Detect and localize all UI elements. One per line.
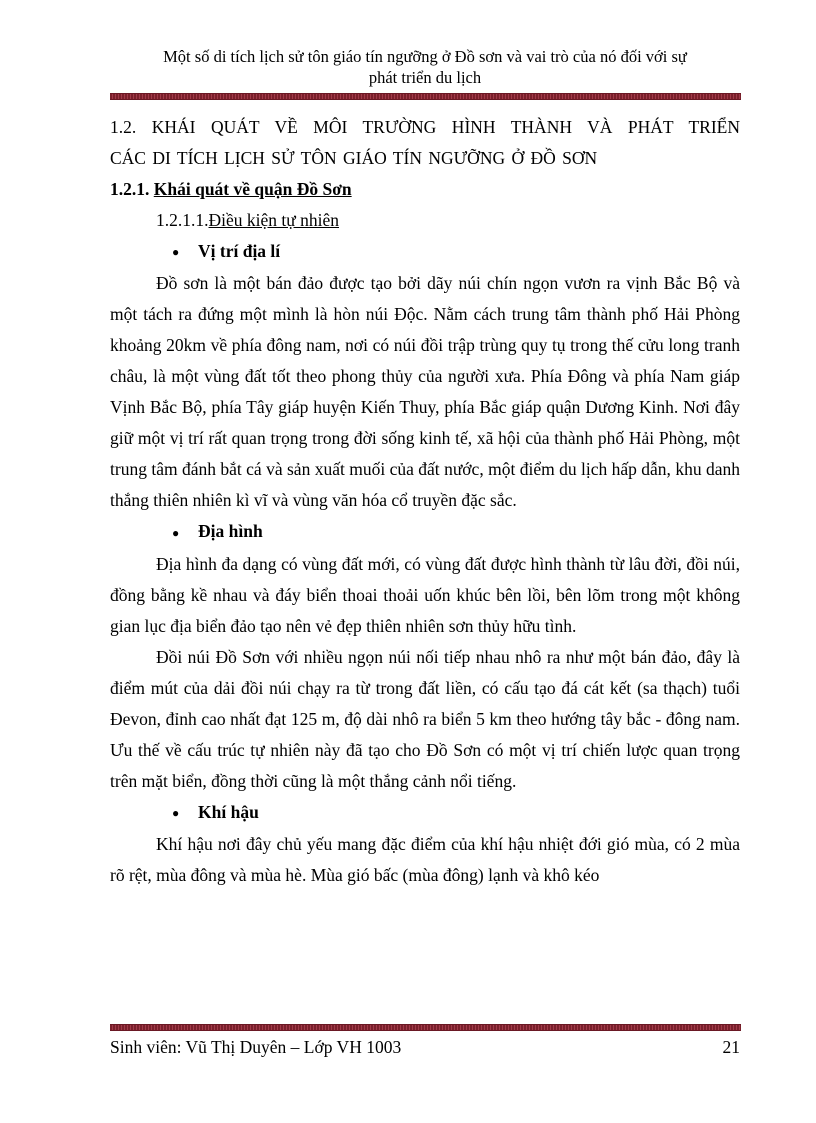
- header-title-line1: Một số di tích lịch sử tôn giáo tín ngưỡng ở Đồ sơn và vai trò của nó đối với sự: [163, 47, 687, 66]
- subsubsection-heading: [110, 205, 740, 236]
- section-heading: [110, 112, 740, 174]
- header-title-line2: phát triển du lịch: [368, 68, 482, 87]
- subsection-title: Khái quát về quận Đồ Sơn: [153, 179, 352, 199]
- bullet-dot-icon: ●: [172, 245, 180, 260]
- footer-student: Sinh viên: Vũ Thị Duyên – Lớp VH 1003: [110, 1037, 402, 1057]
- bullet-dot-icon: ●: [172, 525, 180, 540]
- header-divider: [110, 93, 741, 100]
- bullet-terrain-label: Địa hình: [198, 521, 263, 542]
- subsection-number: 1.2.1.: [110, 179, 150, 199]
- subsubsection-number: 1.2.1.1.: [156, 210, 209, 230]
- page-number: 21: [722, 1037, 740, 1057]
- paragraph-climate: Khí hậu nơi đây chủ yếu mang đặc điểm của khí hậu nhiệt đới gió mùa, có 2 mùa rõ rệt, mùa đông và mùa hè. Mùa gió bấc (mùa đông) lạnh và khô kéo: [110, 834, 740, 886]
- paragraph-location: Đồ sơn là một bán đảo được tạo bởi dãy núi chín ngọn vươn ra vịnh Bắc Bộ và một tách ra đứng một mình là hòn núi Độc. Nằm cách trung tâm thành phố Hải Phòng khoảng 20km về phía đông nam, nơi có núi đồi trập trùng quy tụ trong thế cửu long tranh châu, là một vùng đất tốt theo phong thủy của người xưa. Phía Đông và phía Nam giáp Vịnh Bắc Bộ, phía Tây giáp huyện Kiến Thuy, phía Bắc giáp quận Dương Kinh. Nơi đây giữ một vị trí rất quan trọng trong đời sống kinh tế, xã hội của thành phố Hải Phòng, một trung tâm đánh bắt cá và sản xuất muối của đất nước, một điểm du lịch hấp dẫn, khu danh thắng thiên nhiên kì vĩ và vùng văn hóa cổ truyền đặc sắc.: [110, 273, 740, 511]
- page-footer: [110, 1036, 740, 1058]
- section-heading-line1: 1.2. KHÁI QUÁT VỀ MÔI TRƯỜNG HÌNH THÀNH VÀ PHÁT TRIỂN: [110, 117, 740, 137]
- section-heading-line2: CÁC DI TÍCH LỊCH SỬ TÔN GIÁO TÍN NGƯỠNG Ở ĐỒ SƠN: [110, 148, 598, 168]
- bullet-location-label: Vị trí địa lí: [198, 241, 281, 261]
- document-body: [110, 112, 740, 891]
- bullet-terrain: [110, 516, 740, 548]
- paragraph-terrain-1: Địa hình đa dạng có vùng đất mới, có vùng đất được hình thành từ lâu đời, đồi núi, đồng bằng kề nhau và đáy biển thoai thoải uốn khúc bên lồi, bên lõm trong một không gian lục địa biển đảo tạo nên vẻ đẹp thiên nhiên sơn thủy hữu tình.: [110, 553, 740, 636]
- footer-divider: [110, 1024, 741, 1031]
- bullet-location: [110, 236, 740, 268]
- subsubsection-title: Điều kiện tự nhiên: [208, 210, 339, 230]
- bullet-climate: [110, 797, 740, 829]
- paragraph-terrain-2: Đồi núi Đồ Sơn với nhiều ngọn núi nối tiếp nhau nhô ra như một bán đảo, đây là điểm mút của dải đồi núi chạy ra từ trong đất liền, có cấu tạo đá cát kết (sa thạch) tuổi Đevon, đỉnh cao nhất đạt 125 m, độ dài nhô ra biển 5 km theo hướng tây bắc - đông nam. Ưu thế về cấu trúc tự nhiên này đã tạo cho Đồ Sơn có một vị trí chiến lược quan trọng trên mặt biển, đồng thời cũng là một thắng cảnh nổi tiếng.: [110, 646, 740, 791]
- subsection-heading: [110, 174, 740, 205]
- bullet-dot-icon: ●: [172, 806, 180, 821]
- page-header: [110, 46, 740, 88]
- bullet-climate-label: Khí hậu: [198, 801, 259, 822]
